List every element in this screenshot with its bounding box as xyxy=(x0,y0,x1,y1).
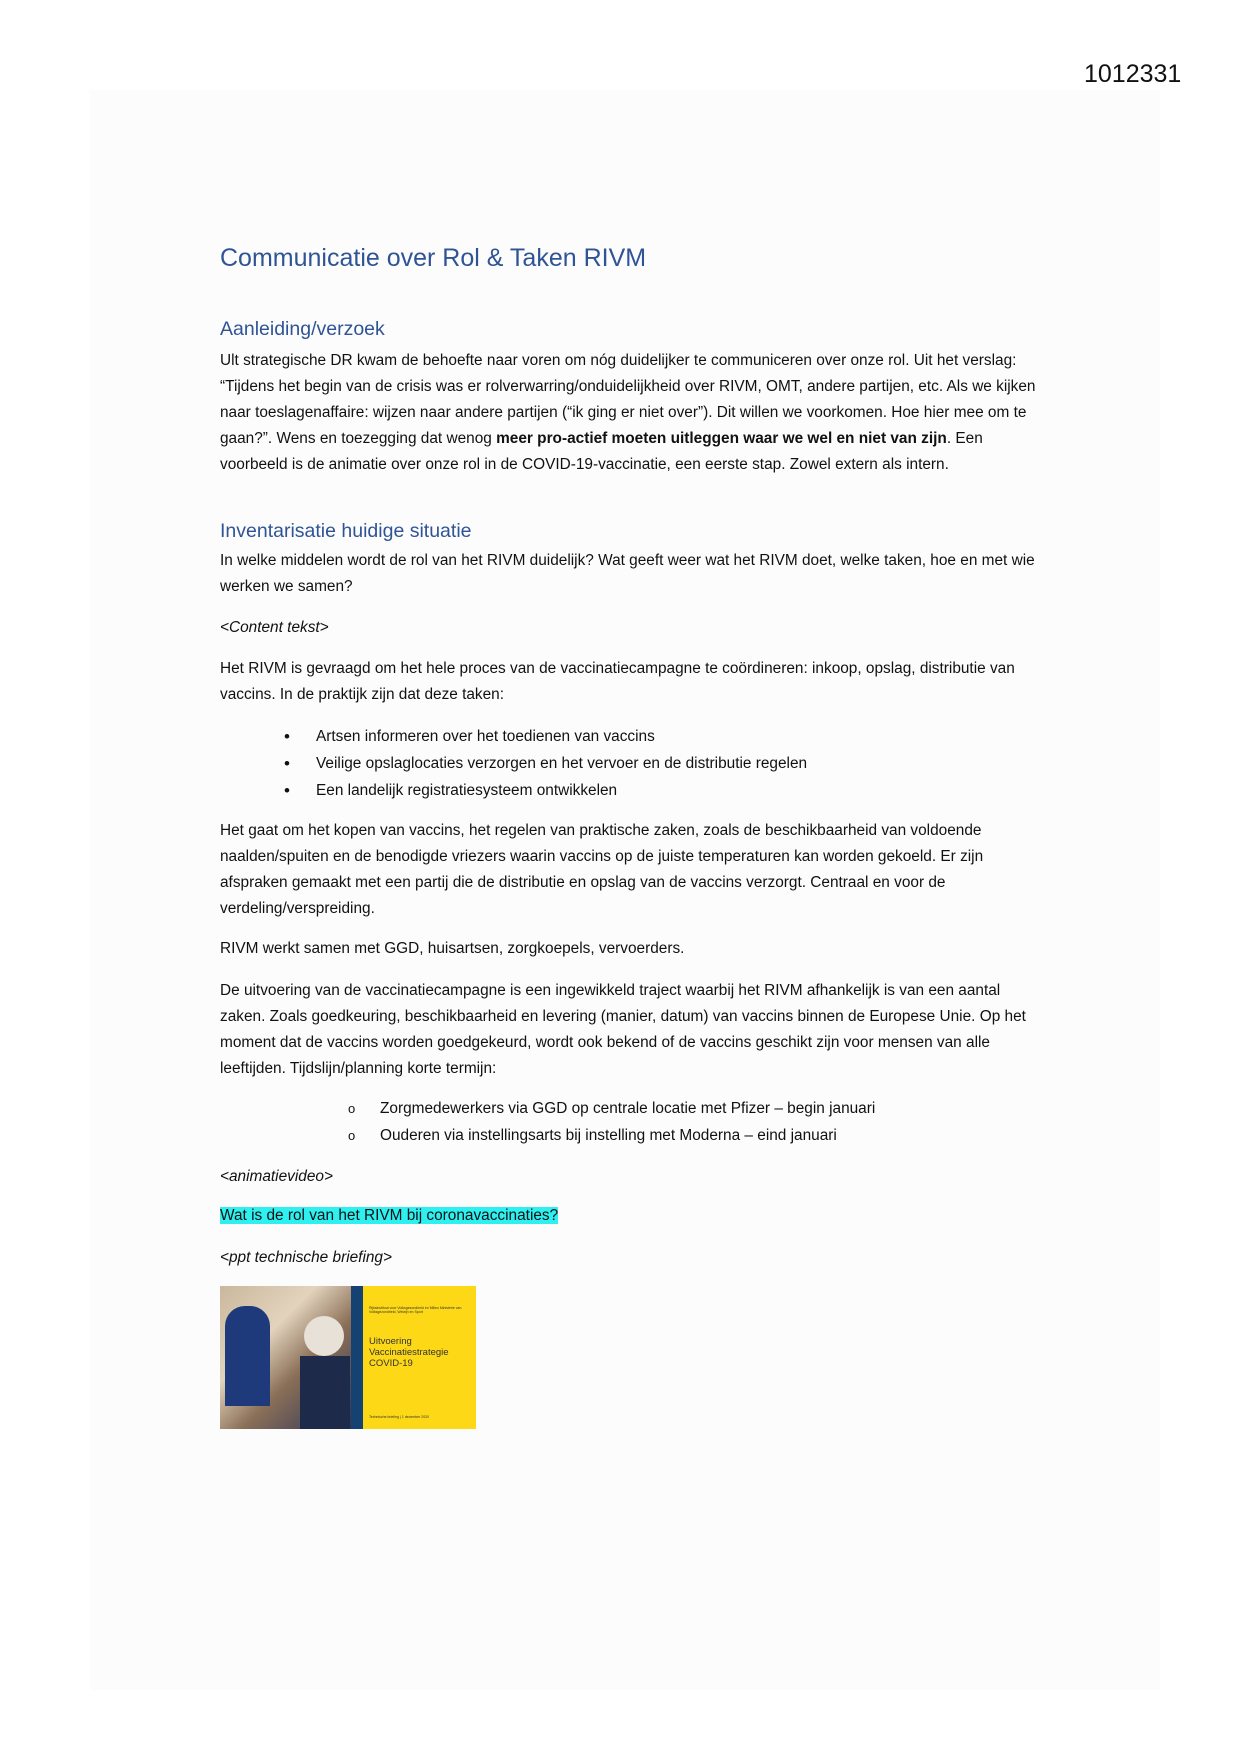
section-heading-aanleiding: Aanleiding/verzoek xyxy=(220,318,385,340)
page-title: Communicatie over Rol & Taken RIVM xyxy=(220,244,647,272)
animation-tag xyxy=(220,1164,1040,1190)
content-tag xyxy=(220,615,1040,641)
rijksoverheid-logo xyxy=(351,1286,363,1429)
timeline-list xyxy=(220,1096,1040,1150)
ppt-thumbnail[interactable] xyxy=(220,1286,476,1429)
slide-title-line: Vaccinatiestrategie xyxy=(369,1347,449,1358)
list-item: o Ouderen via instellingsarts bij instelling met Moderna – eind januari xyxy=(220,1123,1040,1150)
paragraph-2: Het gaat om het kopen van vaccins, het regelen van praktische zaken, zoals de beschikbaarheid van voldoende naalden/spuiten en de benodigde vriezers waarin vaccins op de juiste temperaturen kan worden gekoeld. Er zijn afspraken gemaakt met een partij die de distributie en opslag van de vaccins verzorgt. Centraal en voor de verdeling/verspreiding. xyxy=(220,822,984,917)
animation-tag-text: <animatievideo> xyxy=(220,1168,333,1185)
slide-title-line: COVID-19 xyxy=(369,1358,413,1369)
vaccination-photo xyxy=(220,1286,351,1429)
text: Ult strategische DR kwam de behoefte naar voren om nóg duidelijker te communiceren over onze rol. Uit het verslag: “Tijdens het begin van de crisis was er rolverwarring/onduidelijkheid over RIVM, OMT, andere partijen, etc. Als we kijken naar toeslagenaffaire: wijzen naar andere partijen (“ik ging er niet over”). Dit willen we voorkomen. Hoe hier mee om te gaan?”. Wens en toezegging dat wenog xyxy=(220,352,1036,447)
paragraph-3: RIVM werkt samen met GGD, huisartsen, zorgkoepels, vervoerders. xyxy=(220,940,685,957)
paragraph-aanleiding xyxy=(220,348,1040,478)
slide-title-panel xyxy=(363,1286,476,1429)
org-text: Rijksinstituut voor Volksgezondheid en Milieu Ministerie van Volksgezondheid, Welzijn en Sport xyxy=(369,1306,462,1314)
bold-text: meer pro-actief moeten uitleggen waar we wel en niet van zijn xyxy=(496,430,947,447)
highlighted-link[interactable]: Wat is de rol van het RIVM bij coronavaccinaties? xyxy=(220,1207,559,1224)
list-item: o Zorgmedewerkers via GGD op centrale locatie met Pfizer – begin januari xyxy=(220,1096,1040,1123)
list-item: • Artsen informeren over het toedienen van vaccins xyxy=(220,724,1040,751)
list-item: • Veilige opslaglocaties verzorgen en het vervoer en de distributie regelen xyxy=(220,751,1040,778)
document-number: 1012331 xyxy=(1084,60,1182,88)
section-heading-inventarisatie: Inventarisatie huidige situatie xyxy=(220,520,472,542)
content-tag-text: <Content tekst> xyxy=(220,619,329,636)
paragraph-1: Het RIVM is gevraagd om het hele proces van de vaccinatiecampagne te coördineren: inkoop, opslag, distributie van vaccins. In de praktijk zijn dat deze taken: xyxy=(220,660,1015,703)
list-item: • Een landelijk registratiesysteem ontwikkelen xyxy=(220,778,1040,805)
highlight-line xyxy=(220,1203,1040,1229)
paragraph-4: De uitvoering van de vaccinatiecampagne is een ingewikkeld traject waarbij het RIVM afhankelijk is van een aantal zaken. Zoals goedkeuring, beschikbaarheid en levering (manier, datum) van vaccins binnen de Europese Unie. Op het moment dat de vaccins worden goedgekeurd, wordt ook bekend of de vaccins geschikt zijn voor mensen van alle leeftijden. Tijdslijn/planning korte termijn: xyxy=(220,982,1026,1077)
ppt-tag-text: <ppt technische briefing> xyxy=(220,1249,392,1266)
text: . Een voorbeeld is de animatie over onze rol in de COVID-19-vaccinatie, een eerste stap. Zowel extern als intern. xyxy=(220,430,983,473)
slide-footer: Technische briefing | 1 december 2020 xyxy=(369,1415,430,1419)
task-list xyxy=(220,724,1040,805)
slide-title-line: Uitvoering xyxy=(369,1336,412,1347)
ppt-tag xyxy=(220,1245,1040,1271)
paragraph-intro: In welke middelen wordt de rol van het RIVM duidelijk? Wat geeft weer wat het RIVM doet, welke taken, hoe en met wie werken we samen? xyxy=(220,552,1035,595)
